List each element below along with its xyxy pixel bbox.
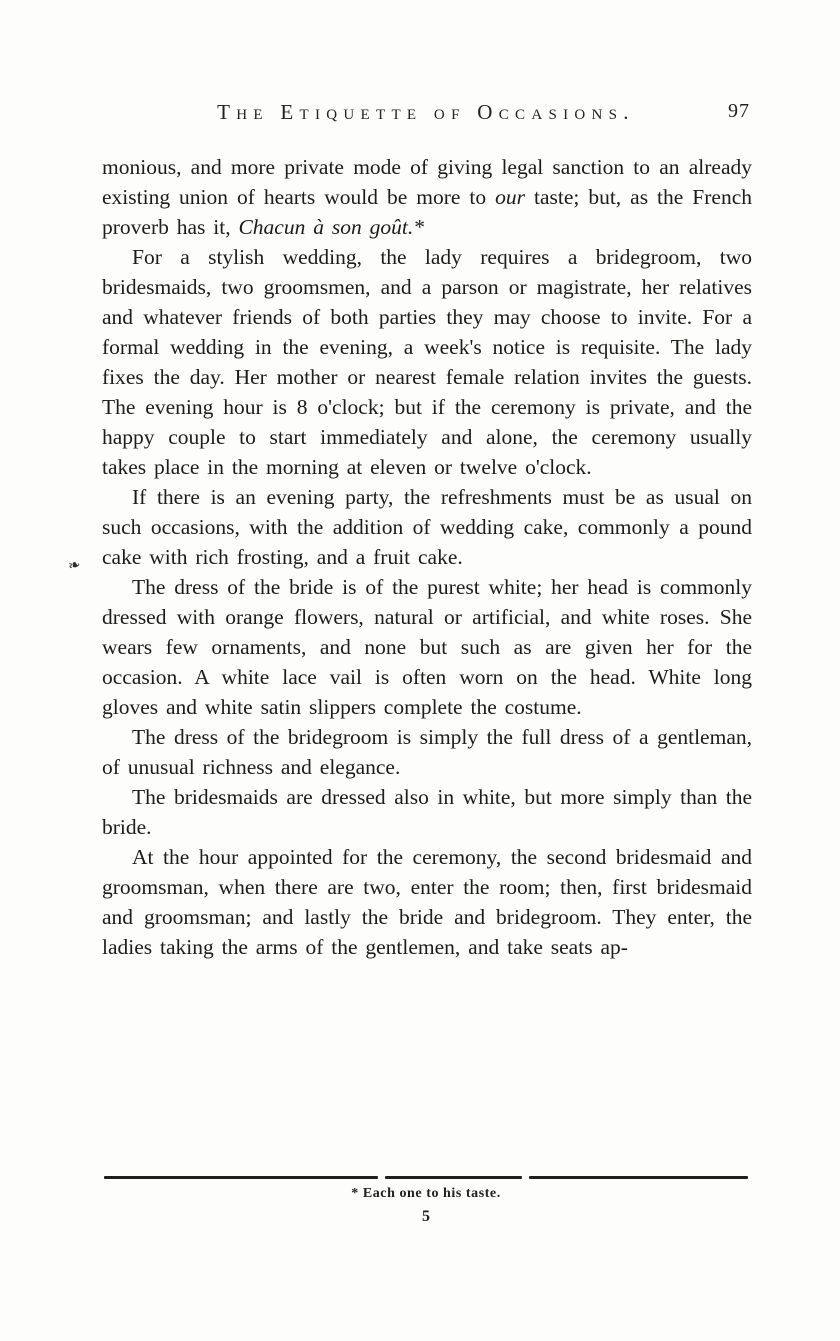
paragraph-italic-text: Chacun à son goût.*: [238, 215, 424, 239]
paragraph: The dress of the bridegroom is simply the full dress of a gentleman, of unusual richness and elegance.: [102, 725, 752, 779]
page-number: 97: [728, 100, 750, 122]
page-title: The Etiquette of Occasions.: [217, 100, 635, 124]
rule-segment: [104, 1176, 378, 1179]
rule-segment: [385, 1176, 522, 1179]
paragraph-italic-text: our: [495, 185, 525, 209]
paragraph: [102, 152, 752, 242]
paragraph-text: monious, and more private mode of giving legal sanction to an already existing union of hearts would be more to: [102, 155, 752, 209]
footnote-rule: [104, 1176, 748, 1179]
margin-ink-mark: ❧: [66, 556, 83, 576]
signature-mark: 5: [422, 1208, 430, 1225]
running-header: [102, 100, 750, 125]
paragraph: The dress of the bride is of the purest white; her head is commonly dressed with orange flowers, natural or artificial, and white roses. She wears few ornaments, and none but such as are given her for the occasion. A white lace vail is often worn on the head. White long gloves and white satin slippers complete the costume.: [102, 575, 752, 719]
footnote: * Each one to his taste.: [351, 1186, 501, 1201]
paragraph-text: taste; but, as the French proverb has it,: [102, 185, 752, 239]
paragraph: At the hour appointed for the ceremony, the second bridesmaid and groomsman, when there are two, enter the room; then, first bridesmaid and groomsman; and lastly the bride and bridegroom. They enter, the ladies taking the arms of the gentlemen, and take seats ap-: [102, 845, 752, 959]
text-block: [102, 152, 752, 962]
rule-segment: [529, 1176, 748, 1179]
paragraph: The bridesmaids are dressed also in white, but more simply than the bride.: [102, 785, 752, 839]
page-footer: [104, 1176, 748, 1226]
paragraph: If there is an evening party, the refreshments must be as usual on such occasions, with the addition of wedding cake, commonly a pound cake with rich frosting, and a fruit cake.: [102, 485, 752, 569]
paragraph: For a stylish wedding, the lady requires a bridegroom, two bridesmaids, two groomsmen, and a parson or magistrate, her relatives and whatever friends of both parties they may choose to invite. For a formal wedding in the evening, a week's notice is requisite. The lady fixes the day. Her mother or nearest female relation invites the guests. The evening hour is 8 o'clock; but if the ceremony is private, and the happy couple to start immediately and alone, the ceremony usually takes place in the morning at eleven or twelve o'clock.: [102, 245, 752, 479]
